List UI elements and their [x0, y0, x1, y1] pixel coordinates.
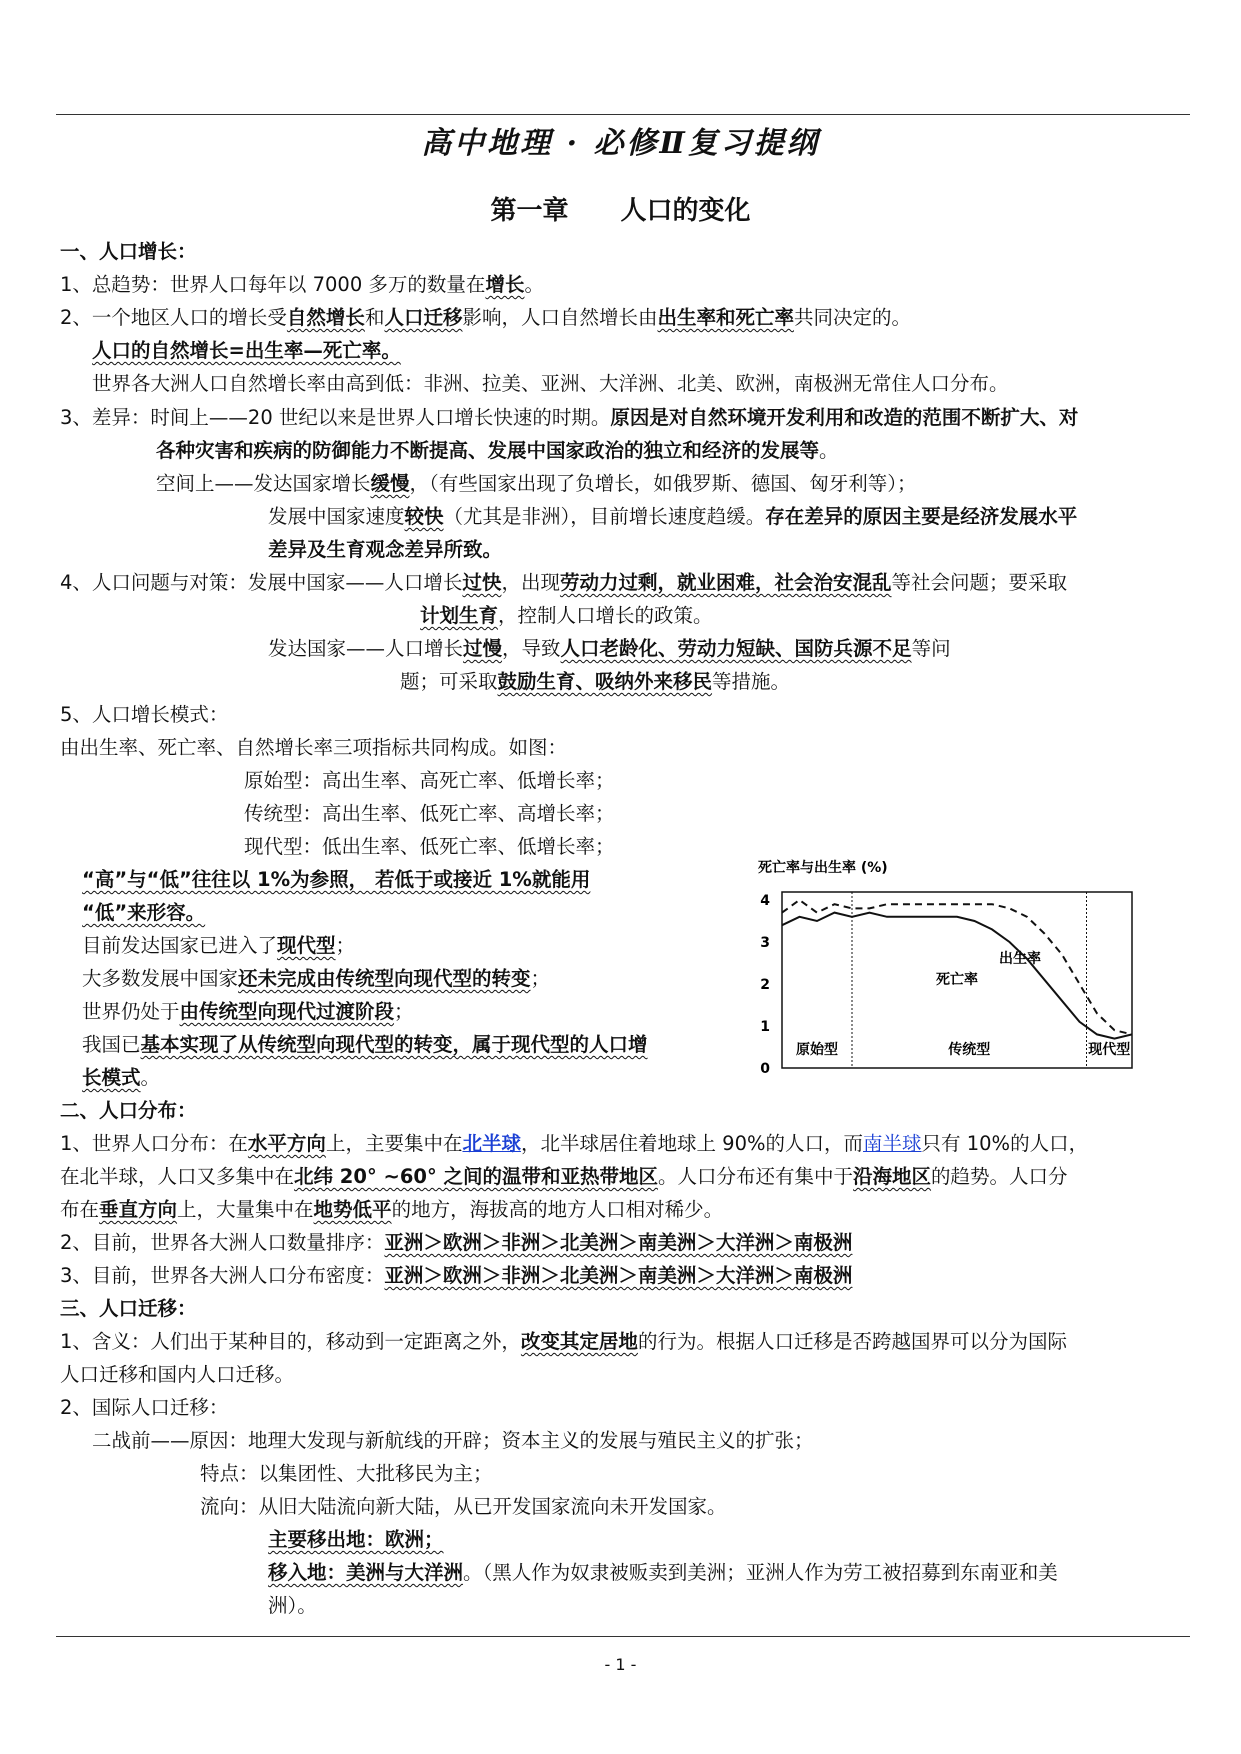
y-tick-label: 0 [760, 1061, 770, 1077]
chapter-title [0, 190, 1241, 227]
northern-hemisphere-link[interactable]: 北半球 [462, 1132, 521, 1155]
note-high-low-cont: “低”来形容。 [82, 901, 206, 924]
y-tick-label: 3 [760, 935, 770, 951]
para-1-3: 3、差异：时间上——20 世纪以来是世界人口增长快速的时期。原因是对自然环境开发利用和改造的范围不断扩大、对 [60, 406, 1079, 429]
para-1-4-measures: 题；可采取鼓励生育、吸纳外来移民等措施。 [400, 670, 791, 693]
para-2-1-cont: 在北半球，人口又多集中在北纬 20° ~60° 之间的温带和亚热带地区。人口分布还有集中于沿海地区的趋势。人口分 [60, 1165, 1068, 1188]
para-1-4: 4、人口问题与对策：发展中国家——人口增长过快，出现劳动力过剩，就业困难，社会治安混乱等社会问题；要采取 [60, 571, 1067, 594]
stage-label: 原始型 [796, 1042, 838, 1058]
para-1-4-developed: 发达国家——人口增长过慢，导致人口老龄化、劳动力短缺、国防兵源不足等问 [268, 637, 951, 660]
para-1-3-developing: 发展中国家速度较快（尤其是非洲），目前增长速度趋缓。存在差异的原因主要是经济发展水平 [268, 505, 1078, 528]
para-3-2-origin: 主要移出地：欧洲； [268, 1528, 444, 1551]
para-1-2: 2、一个地区人口的增长受自然增长和人口迁移影响，人口自然增长由出生率和死亡率共同决定的。 [60, 306, 912, 329]
bottom-rule [56, 1636, 1190, 1637]
continent-growth-order: 世界各大洲人口自然增长率由高到低：非洲、拉美、亚洲、大洋洲、北美、欧洲，南极洲无常住人口分布。 [92, 372, 1009, 395]
para-2-3: 3、目前，世界各大洲人口分布密度：亚洲＞欧洲＞非洲＞北美洲＞南美洲＞大洋洲＞南极洲 [60, 1264, 853, 1287]
chapter-name: 人口的变化 [620, 196, 751, 226]
population-transition-chart [742, 850, 1162, 1090]
page-number: - 1 - [604, 1655, 637, 1674]
stage-world: 世界仍处于由传统型向现代过渡阶段； [82, 1000, 414, 1023]
natural-growth-formula: 人口的自然增长=出生率—死亡率。 [92, 339, 401, 362]
para-1-1: 1、总趋势：世界人口每年以 7000 多万的数量在增长。 [60, 273, 544, 296]
note-high-low: “高”与“低”往往以 1%为参照， 若低于或接近 1%就能用 [82, 868, 591, 891]
para-3-2-flow: 流向：从旧大陆流向新大陆，从已开发国家流向未开发国家。 [200, 1495, 727, 1518]
para-1-5: 5、人口增长模式： [60, 703, 229, 726]
para-1-3-reason: 差异及生育观念差异所致。 [268, 538, 503, 561]
para-1-3-cont: 各种灾害和疾病的防御能力不断提高、发展中国家政治的独立和经济的发展等。 [156, 439, 839, 462]
series-line [782, 900, 1132, 1034]
stage-developed: 目前发达国家已进入了现代型； [82, 934, 356, 957]
para-2-1-vertical: 布在垂直方向上，大量集中在地势低平的地方，海拔高的地方人口相对稀少。 [60, 1198, 724, 1221]
stage-label: 传统型 [948, 1042, 991, 1058]
chart-title: 死亡率与出生率 (%) [758, 860, 888, 876]
para-3-2-destination-cont: 洲）。 [268, 1594, 317, 1617]
y-tick-label: 2 [760, 977, 770, 993]
para-3-2-features: 特点：以集团性、大批移民为主； [200, 1462, 493, 1485]
para-3-2-causes: 二战前——原因：地理大发现与新航线的开辟；资本主义的发展与殖民主义的扩张； [92, 1429, 814, 1452]
southern-hemisphere-link[interactable]: 南半球 [863, 1132, 922, 1155]
y-tick-label: 4 [760, 893, 770, 909]
para-3-2-destination: 移入地：美洲与大洋洲。（黑人作为奴隶被贩卖到美洲；亚洲人作为劳工被招募到东南亚和美 [268, 1561, 1058, 1584]
para-3-1: 1、含义：人们出于某种目的，移动到一定距离之外，改变其定居地的行为。根据人口迁移是否跨越国界可以分为国际 [60, 1330, 1067, 1353]
page-title: 高中地理 · 必修Ⅱ复习提纲 [421, 126, 820, 161]
top-rule [56, 114, 1190, 115]
para-3-1-cont: 人口迁移和国内人口迁移。 [60, 1363, 295, 1386]
para-1-3-space: 空间上——发达国家增长缓慢，（有些国家出现了负增长，如俄罗斯、德国、匈牙利等）； [156, 472, 917, 495]
section-3-heading: 三、人口迁移： [60, 1297, 197, 1320]
chapter-number: 第一章 [490, 196, 569, 226]
para-3-2: 2、国际人口迁移： [60, 1396, 229, 1419]
stage-china-cont: 长模式。 [82, 1066, 161, 1089]
type-primitive: 原始型：高出生率、高死亡率、低增长率； [244, 769, 615, 792]
type-traditional: 传统型：高出生率、低死亡率、高增长率； [244, 802, 615, 825]
section-1-heading: 一、人口增长： [60, 240, 197, 263]
section-2-heading: 二、人口分布： [60, 1099, 197, 1122]
series-label: 出生率 [999, 951, 1041, 967]
stage-developing: 大多数发展中国家还未完成由传统型向现代型的转变； [82, 967, 551, 990]
para-2-2: 2、目前，世界各大洲人口数量排序：亚洲＞欧洲＞非洲＞北美洲＞南美洲＞大洋洲＞南极洲 [60, 1231, 853, 1254]
para-1-5-desc: 由出生率、死亡率、自然增长率三项指标共同构成。如图： [60, 736, 568, 759]
y-tick-label: 1 [760, 1019, 770, 1035]
para-1-4-policy: 计划生育，控制人口增长的政策。 [420, 604, 713, 627]
stage-label: 现代型 [1088, 1042, 1131, 1058]
para-2-1: 1、世界人口分布：在水平方向上，主要集中在北半球，北半球居住着地球上 90%的人口，而南半球只有 10%的人口， [60, 1132, 1089, 1155]
stage-china: 我国已基本实现了从传统型向现代型的转变，属于现代型的人口增 [82, 1033, 648, 1056]
type-modern: 现代型：低出生率、低死亡率、低增长率； [244, 835, 615, 858]
series-label: 死亡率 [936, 972, 978, 988]
